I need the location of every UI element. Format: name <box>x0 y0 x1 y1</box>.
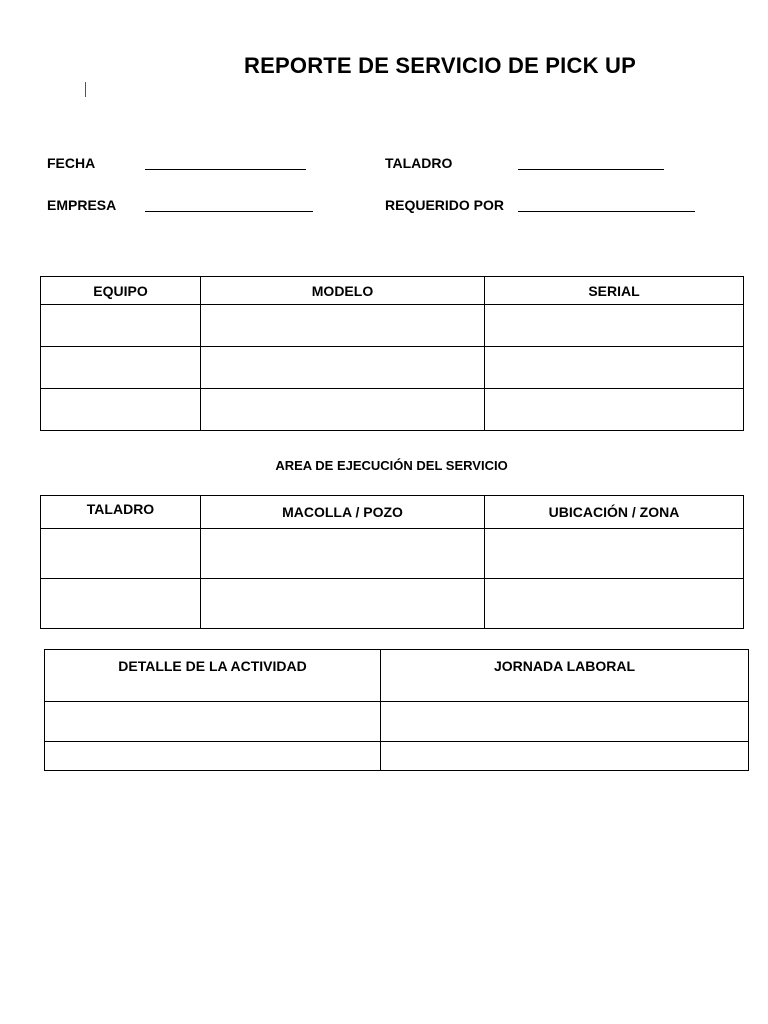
table-row <box>41 347 744 389</box>
detalle-actividad-cell[interactable] <box>45 742 381 771</box>
requerido-por-field[interactable] <box>518 211 695 212</box>
taladro-cell[interactable] <box>41 529 201 579</box>
table-row <box>41 389 744 431</box>
requerido-por-label: REQUERIDO POR <box>385 197 505 213</box>
table-row <box>41 305 744 347</box>
execution-area-heading: AREA DE EJECUCIÓN DEL SERVICIO <box>275 458 508 473</box>
header-taladro: TALADRO <box>41 496 201 529</box>
header-ubicacion-zona: UBICACIÓN / ZONA <box>485 496 744 529</box>
header-macolla-pozo: MACOLLA / POZO <box>201 496 485 529</box>
text-cursor <box>85 82 86 97</box>
serial-cell[interactable] <box>485 347 744 389</box>
jornada-laboral-cell[interactable] <box>381 702 749 742</box>
table-row <box>45 702 749 742</box>
empresa-label: EMPRESA <box>47 197 117 213</box>
jornada-laboral-cell[interactable] <box>381 742 749 771</box>
table-row <box>41 579 744 629</box>
equipo-cell[interactable] <box>41 389 201 431</box>
header-jornada-laboral: JORNADA LABORAL <box>381 650 749 702</box>
header-serial: SERIAL <box>485 277 744 305</box>
macolla-pozo-cell[interactable] <box>201 579 485 629</box>
equipo-cell[interactable] <box>41 305 201 347</box>
taladro-field[interactable] <box>518 169 664 170</box>
taladro-cell[interactable] <box>41 579 201 629</box>
table-row <box>41 529 744 579</box>
table-header-row <box>41 496 744 529</box>
header-modelo: MODELO <box>201 277 485 305</box>
table-header-row <box>41 277 744 305</box>
equipo-cell[interactable] <box>41 347 201 389</box>
serial-cell[interactable] <box>485 389 744 431</box>
macolla-pozo-cell[interactable] <box>201 529 485 579</box>
page-title: REPORTE DE SERVICIO DE PICK UP <box>244 53 636 78</box>
modelo-cell[interactable] <box>201 305 485 347</box>
fecha-label: FECHA <box>47 155 96 171</box>
header-equipo: EQUIPO <box>41 277 201 305</box>
serial-cell[interactable] <box>485 305 744 347</box>
modelo-cell[interactable] <box>201 347 485 389</box>
detalle-actividad-cell[interactable] <box>45 702 381 742</box>
taladro-label: TALADRO <box>385 155 453 171</box>
table-row <box>45 742 749 771</box>
modelo-cell[interactable] <box>201 389 485 431</box>
activity-table <box>44 649 749 771</box>
equipment-table <box>40 276 744 431</box>
empresa-field[interactable] <box>145 211 313 212</box>
fecha-field[interactable] <box>145 169 306 170</box>
ubicacion-zona-cell[interactable] <box>485 529 744 579</box>
ubicacion-zona-cell[interactable] <box>485 579 744 629</box>
header-detalle-actividad: DETALLE DE LA ACTIVIDAD <box>45 650 381 702</box>
table-header-row <box>45 650 749 702</box>
execution-area-table <box>40 495 744 629</box>
